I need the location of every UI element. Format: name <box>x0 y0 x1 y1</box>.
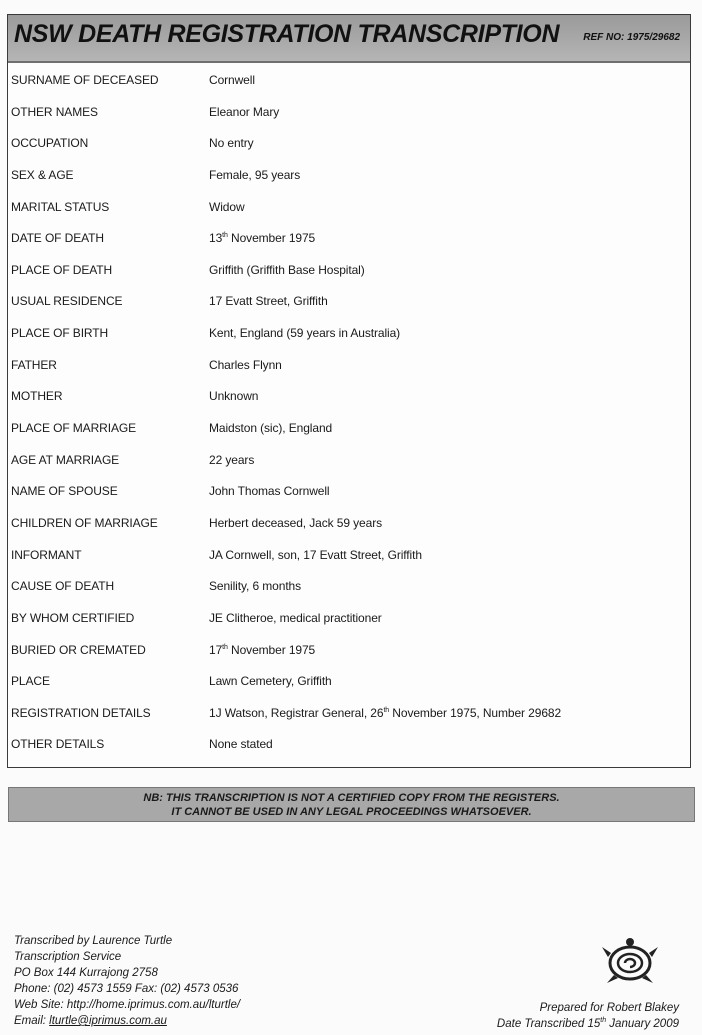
field-value: 17 Evatt Street, Griffith <box>209 294 328 309</box>
field-value: JE Clitheroe, medical practitioner <box>209 610 382 625</box>
email-link[interactable]: lturtle@iprimus.com.au <box>49 1015 167 1027</box>
field-row <box>8 699 690 731</box>
field-row <box>8 382 690 414</box>
field-label: OTHER DETAILS <box>11 737 105 752</box>
field-label: SEX & AGE <box>11 167 74 182</box>
field-label: OCCUPATION <box>11 136 89 151</box>
turtle-logo-icon <box>598 937 662 987</box>
field-row <box>8 287 690 319</box>
field-label: FATHER <box>11 357 57 372</box>
field-label: DATE OF DEATH <box>11 231 104 246</box>
field-value: JA Cornwell, son, 17 Evatt Street, Griffith <box>209 547 422 562</box>
field-label: REGISTRATION DETAILS <box>11 705 151 720</box>
reference-number: REF NO: 1975/29682 <box>583 32 680 43</box>
field-value: John Thomas Cornwell <box>209 484 330 499</box>
field-row <box>8 224 690 256</box>
field-value: Griffith (Griffith Base Hospital) <box>209 262 365 277</box>
field-row <box>8 541 690 573</box>
disclaimer-line-2: IT CANNOT BE USED IN ANY LEGAL PROCEEDINGS WHATSOEVER. <box>171 806 532 818</box>
field-label: AGE AT MARRIAGE <box>11 452 120 467</box>
field-row <box>8 636 690 668</box>
field-row <box>8 414 690 446</box>
postal-address: PO Box 144 Kurrajong 2758 <box>14 967 158 979</box>
field-value: Cornwell <box>209 73 255 87</box>
field-value: Female, 95 years <box>209 167 301 182</box>
field-label: BURIED OR CREMATED <box>11 642 146 657</box>
field-label: MARITAL STATUS <box>11 199 110 214</box>
prepared-for: Prepared for Robert Blakey <box>539 1002 679 1014</box>
page-title: NSW DEATH REGISTRATION TRANSCRIPTION <box>14 20 560 48</box>
field-value: 17th November 1975 <box>209 642 316 657</box>
field-value: Senility, 6 months <box>209 579 302 594</box>
field-row <box>8 509 690 541</box>
field-row <box>8 604 690 636</box>
field-value: None stated <box>209 737 273 752</box>
field-value: No entry <box>209 136 254 151</box>
field-row <box>8 129 690 161</box>
field-value: Herbert deceased, Jack 59 years <box>209 515 382 530</box>
field-label: PLACE <box>11 674 50 689</box>
field-value: Charles Flynn <box>209 357 282 372</box>
field-label: PLACE OF MARRIAGE <box>11 421 136 436</box>
field-row <box>8 98 690 130</box>
phone-fax: Phone: (02) 4573 1559 Fax: (02) 4573 0536 <box>14 983 239 995</box>
field-label: CAUSE OF DEATH <box>11 579 115 594</box>
field-value: Eleanor Mary <box>209 104 280 119</box>
field-row <box>8 477 690 509</box>
field-row <box>8 66 690 98</box>
date-transcribed: Date Transcribed 15th January 2009 <box>496 1017 679 1030</box>
field-row <box>8 730 690 762</box>
website: Web Site: http://home.iprimus.com.au/lturtle/ <box>14 999 241 1011</box>
field-label: NAME OF SPOUSE <box>11 484 118 499</box>
title-bar <box>8 15 690 63</box>
field-row <box>8 161 690 193</box>
field-label: PLACE OF BIRTH <box>11 326 109 341</box>
field-label: INFORMANT <box>11 547 82 562</box>
field-value: Widow <box>209 199 245 214</box>
transcriber-name: Transcribed by Laurence Turtle <box>14 935 173 947</box>
disclaimer-line-1: NB: THIS TRANSCRIPTION IS NOT A CERTIFIED COPY FROM THE REGISTERS. <box>143 792 560 804</box>
field-value: Maidston (sic), England <box>209 421 333 436</box>
field-value: Kent, England (59 years in Australia) <box>209 326 401 341</box>
field-value: 13th November 1975 <box>209 231 316 246</box>
field-row <box>8 256 690 288</box>
registration-fields <box>8 66 690 762</box>
field-label: MOTHER <box>11 389 63 404</box>
transcription-box <box>7 14 691 768</box>
field-row <box>8 351 690 383</box>
field-row <box>8 667 690 699</box>
field-value: Unknown <box>209 389 259 404</box>
field-label: BY WHOM CERTIFIED <box>11 610 135 625</box>
field-value: Lawn Cemetery, Griffith <box>209 674 332 689</box>
field-value: 22 years <box>209 452 255 467</box>
field-row <box>8 319 690 351</box>
field-row <box>8 572 690 604</box>
field-label: USUAL RESIDENCE <box>11 294 123 309</box>
field-label: SURNAME OF DECEASED <box>11 73 159 87</box>
field-row <box>8 446 690 478</box>
disclaimer-notice <box>8 787 695 822</box>
prepared-info <box>497 1000 679 1032</box>
service-name: Transcription Service <box>14 951 122 963</box>
field-value: 1J Watson, Registrar General, 26th November 1975, Number 29682 <box>209 705 562 720</box>
email-label: Email: <box>14 1015 50 1027</box>
field-label: OTHER NAMES <box>11 104 98 119</box>
field-label: CHILDREN OF MARRIAGE <box>11 515 158 530</box>
field-label: PLACE OF DEATH <box>11 262 113 277</box>
transcriber-contact <box>14 933 240 1029</box>
field-row <box>8 193 690 225</box>
email-line <box>14 1013 240 1029</box>
